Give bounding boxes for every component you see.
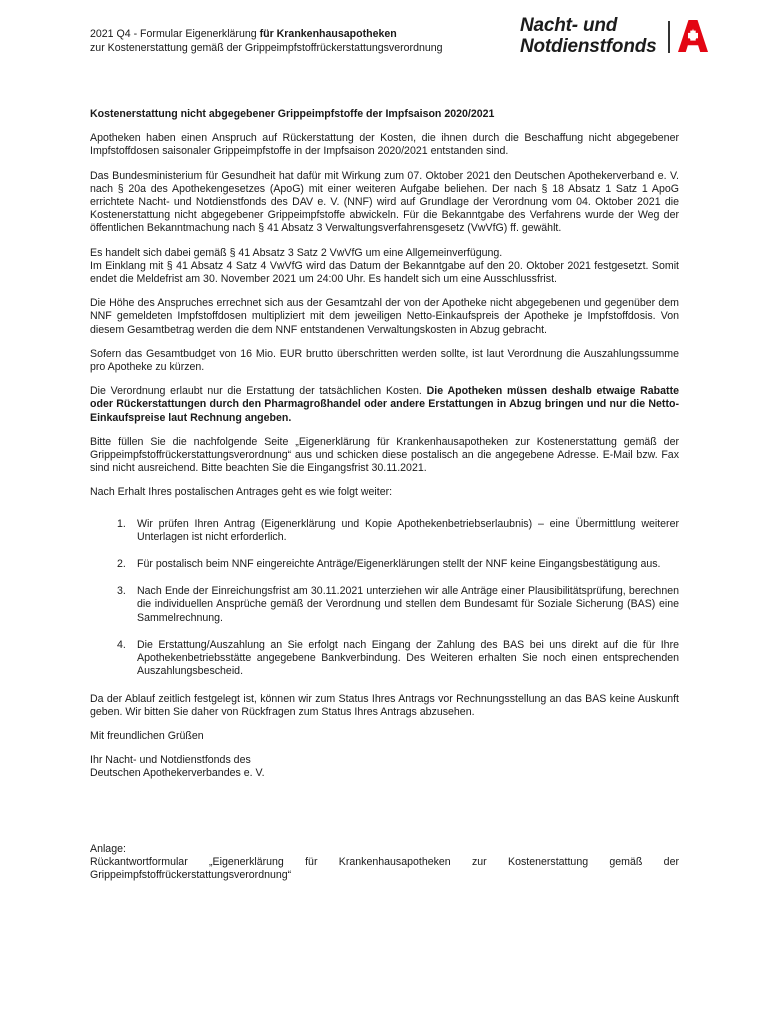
paragraph-deadline (90, 247, 679, 287)
paragraph-costs-plain: Die Verordnung erlaubt nur die Erstattung der tatsächlichen Kosten. (90, 385, 427, 398)
step-text: Wir prüfen Ihren Antrag (Eigenerklärung und Kopie Apothekenbetriebserlaubnis) – eine Übermittlung weiterer Unterlagen ist nicht erforderlich. (137, 517, 679, 543)
paragraph-budget: Sofern das Gesamtbudget von 16 Mio. EUR brutto überschritten werden sollte, ist laut Verordnung die Auszahlungssumme pro Apotheke zu kürzen. (90, 347, 679, 374)
greeting: Mit freundlichen Grüßen (90, 729, 204, 742)
paragraph-instructions: Bitte füllen Sie die nachfolgende Seite „Eigenerklärung für Krankenhausapotheken zur Kostenerstattung gemäß der Grippeimpfstoffrückerstattungsverordnung“ aus und schicken diese postalisch an die angegebene Adresse. E-Mail bzw. Fax sind nicht ausreichend. Bitte beachten Sie die Eingangsfrist 30.11.2021. (90, 435, 679, 475)
letter-body (90, 108, 679, 882)
paragraph-claim: Apotheken haben einen Anspruch auf Rückerstattung der Kosten, die ihnen durch die Beschaffung nicht abgegebener Impfstoffdosen saisonaler Grippeimpfstoffe in der Impfsaison 2020/2021 entstanden sind. (90, 132, 679, 158)
step-number: 3. (117, 585, 126, 598)
document-header (90, 27, 515, 55)
paragraph-costs-bold: Die Apotheken müssen deshalb etwaige Rabatte oder Rückerstattungen durch den Pharmagroßhandel oder andere Erstattungen in Abzug bringen und nur die Netto-Einkaufspreise laut Rechnung angeben. (90, 385, 679, 424)
step-text: Die Erstattung/Auszahlung an Sie erfolgt nach Eingang der Zahlung des BAS bei uns direkt auf die für Ihre Apothekenbetriebsstätte angegebene Bankverbindung. Des Weiteren erhalten Sie noch einen entsprechenden Auszahlungsbescheid. (137, 638, 679, 678)
signature-line-2: Deutschen Apothekerverbandes e. V. (90, 767, 265, 780)
paragraph-status-info: Da der Ablauf zeitlich festgelegt ist, können wir zum Status Ihres Antrags vor Rechnungsstellung an das BAS keine Auskunft geben. Wir bitten Sie daher von Rückfragen zum Status Ihres Antrags abzusehen. (90, 692, 679, 718)
logo-line-1: Nacht- und (520, 15, 618, 36)
attachment-text: Rückantwortformular „Eigenerklärung für Krankenhausapotheken zur Kostenerstattung gemäß der Grippeimpfstoffrückerstattungsverordnung“ (90, 855, 679, 881)
signature (90, 754, 679, 780)
logo-divider (668, 21, 670, 53)
header-line-2: zur Kostenerstattung gemäß der Grippeimpfstoffrückerstattungsverordnung (90, 42, 443, 54)
step-text: Für postalisch beim NNF eingereichte Anträge/Eigenerklärungen stellt der NNF keine Eingangsbestätigung aus. (137, 558, 661, 571)
header-line-1 (90, 27, 515, 41)
paragraph-next-steps-intro: Nach Erhalt Ihres postalischen Antrages geht es wie folgt weiter: (90, 486, 393, 499)
paragraph-costs (90, 385, 679, 425)
step-number: 1. (117, 517, 126, 530)
step-item (90, 558, 679, 571)
paragraph-ministry: Das Bundesministerium für Gesundheit hat dafür mit Wirkung zum 07. Oktober 2021 den Deutschen Apothekerverband e. V. nach § 20a des Apothekengesetzes (ApoG) mit einer weiteren Aufgabe beliehen. Der nach § 18 Absatz 1 Satz 1 ApoG errichtete Nacht- und Notdienstfonds des DAV e. V. (NNF) wird auf Grundlage der Verordnung vom 04. Oktober 2021 die Kostenerstattung nicht abgegebener Grippeimpfstoffe abwickeln. Für die Bekanntgabe des Verfahrens wurde der Weg der öffentlichen Bekanntmachung nach § 41 Absatz 3 Verwaltungsverfahrensgesetz (VwVfG) ff. gewählt. (90, 169, 679, 235)
signature-line-1: Ihr Nacht- und Notdienstfonds des (90, 754, 251, 767)
attachment (90, 843, 679, 883)
steps-list (90, 518, 679, 679)
paragraph-deadline-line-1: Es handelt sich dabei gemäß § 41 Absatz 3 Satz 2 VwVfG um eine Allgemeinverfügung. (90, 246, 503, 259)
step-text: Nach Ende der Einreichungsfrist am 30.11.2021 unterziehen wir alle Anträge einer Plausibilitätsprüfung, berechnen die individuellen Ansprüche gemäß der Verordnung und stellen dem Bundesamt für Soziale Sicherung (BAS) eine Sammelrechnung. (137, 585, 679, 624)
step-number: 2. (117, 558, 126, 571)
step-item (90, 585, 679, 625)
logo-wordmark (520, 15, 657, 57)
paragraph-amount: Die Höhe des Anspruches errechnet sich aus der Gesamtzahl der von der Apotheke nicht abgegebenen und gegenüber dem NNF gemeldeten Impfstoffdosen multipliziert mit dem jeweiligen Netto-Einkaufspreis der Apotheke je Impfstoffdosis. Von diesem Gesamtbetrag werden die dem NNF entstandenen Verwaltungskosten in Abzug gebracht. (90, 297, 679, 336)
letter-title: Kostenerstattung nicht abgegebener Grippeimpfstoffe der Impfsaison 2020/2021 (90, 108, 495, 120)
header-line-1-plain: 2021 Q4 - Formular Eigenerklärung (90, 28, 260, 40)
step-number: 4. (117, 638, 126, 651)
paragraph-deadline-line-2: Im Einklang mit § 41 Absatz 4 Satz 4 VwVfG wird das Datum der Bekanntgabe auf den 20. Oktober 2021 festgesetzt. Somit endet die Meldefrist am 30. November 2021 um 24:00 Uhr. Es handelt sich um eine Ausschlussfrist. (90, 259, 679, 286)
step-item (90, 639, 679, 679)
header-line-1-bold: für Krankenhausapotheken (259, 28, 397, 40)
step-item (90, 518, 679, 544)
logo-line-2: Notdienstfonds (520, 36, 657, 57)
attachment-label: Anlage: (90, 842, 126, 855)
apotheke-a-icon (675, 18, 711, 54)
